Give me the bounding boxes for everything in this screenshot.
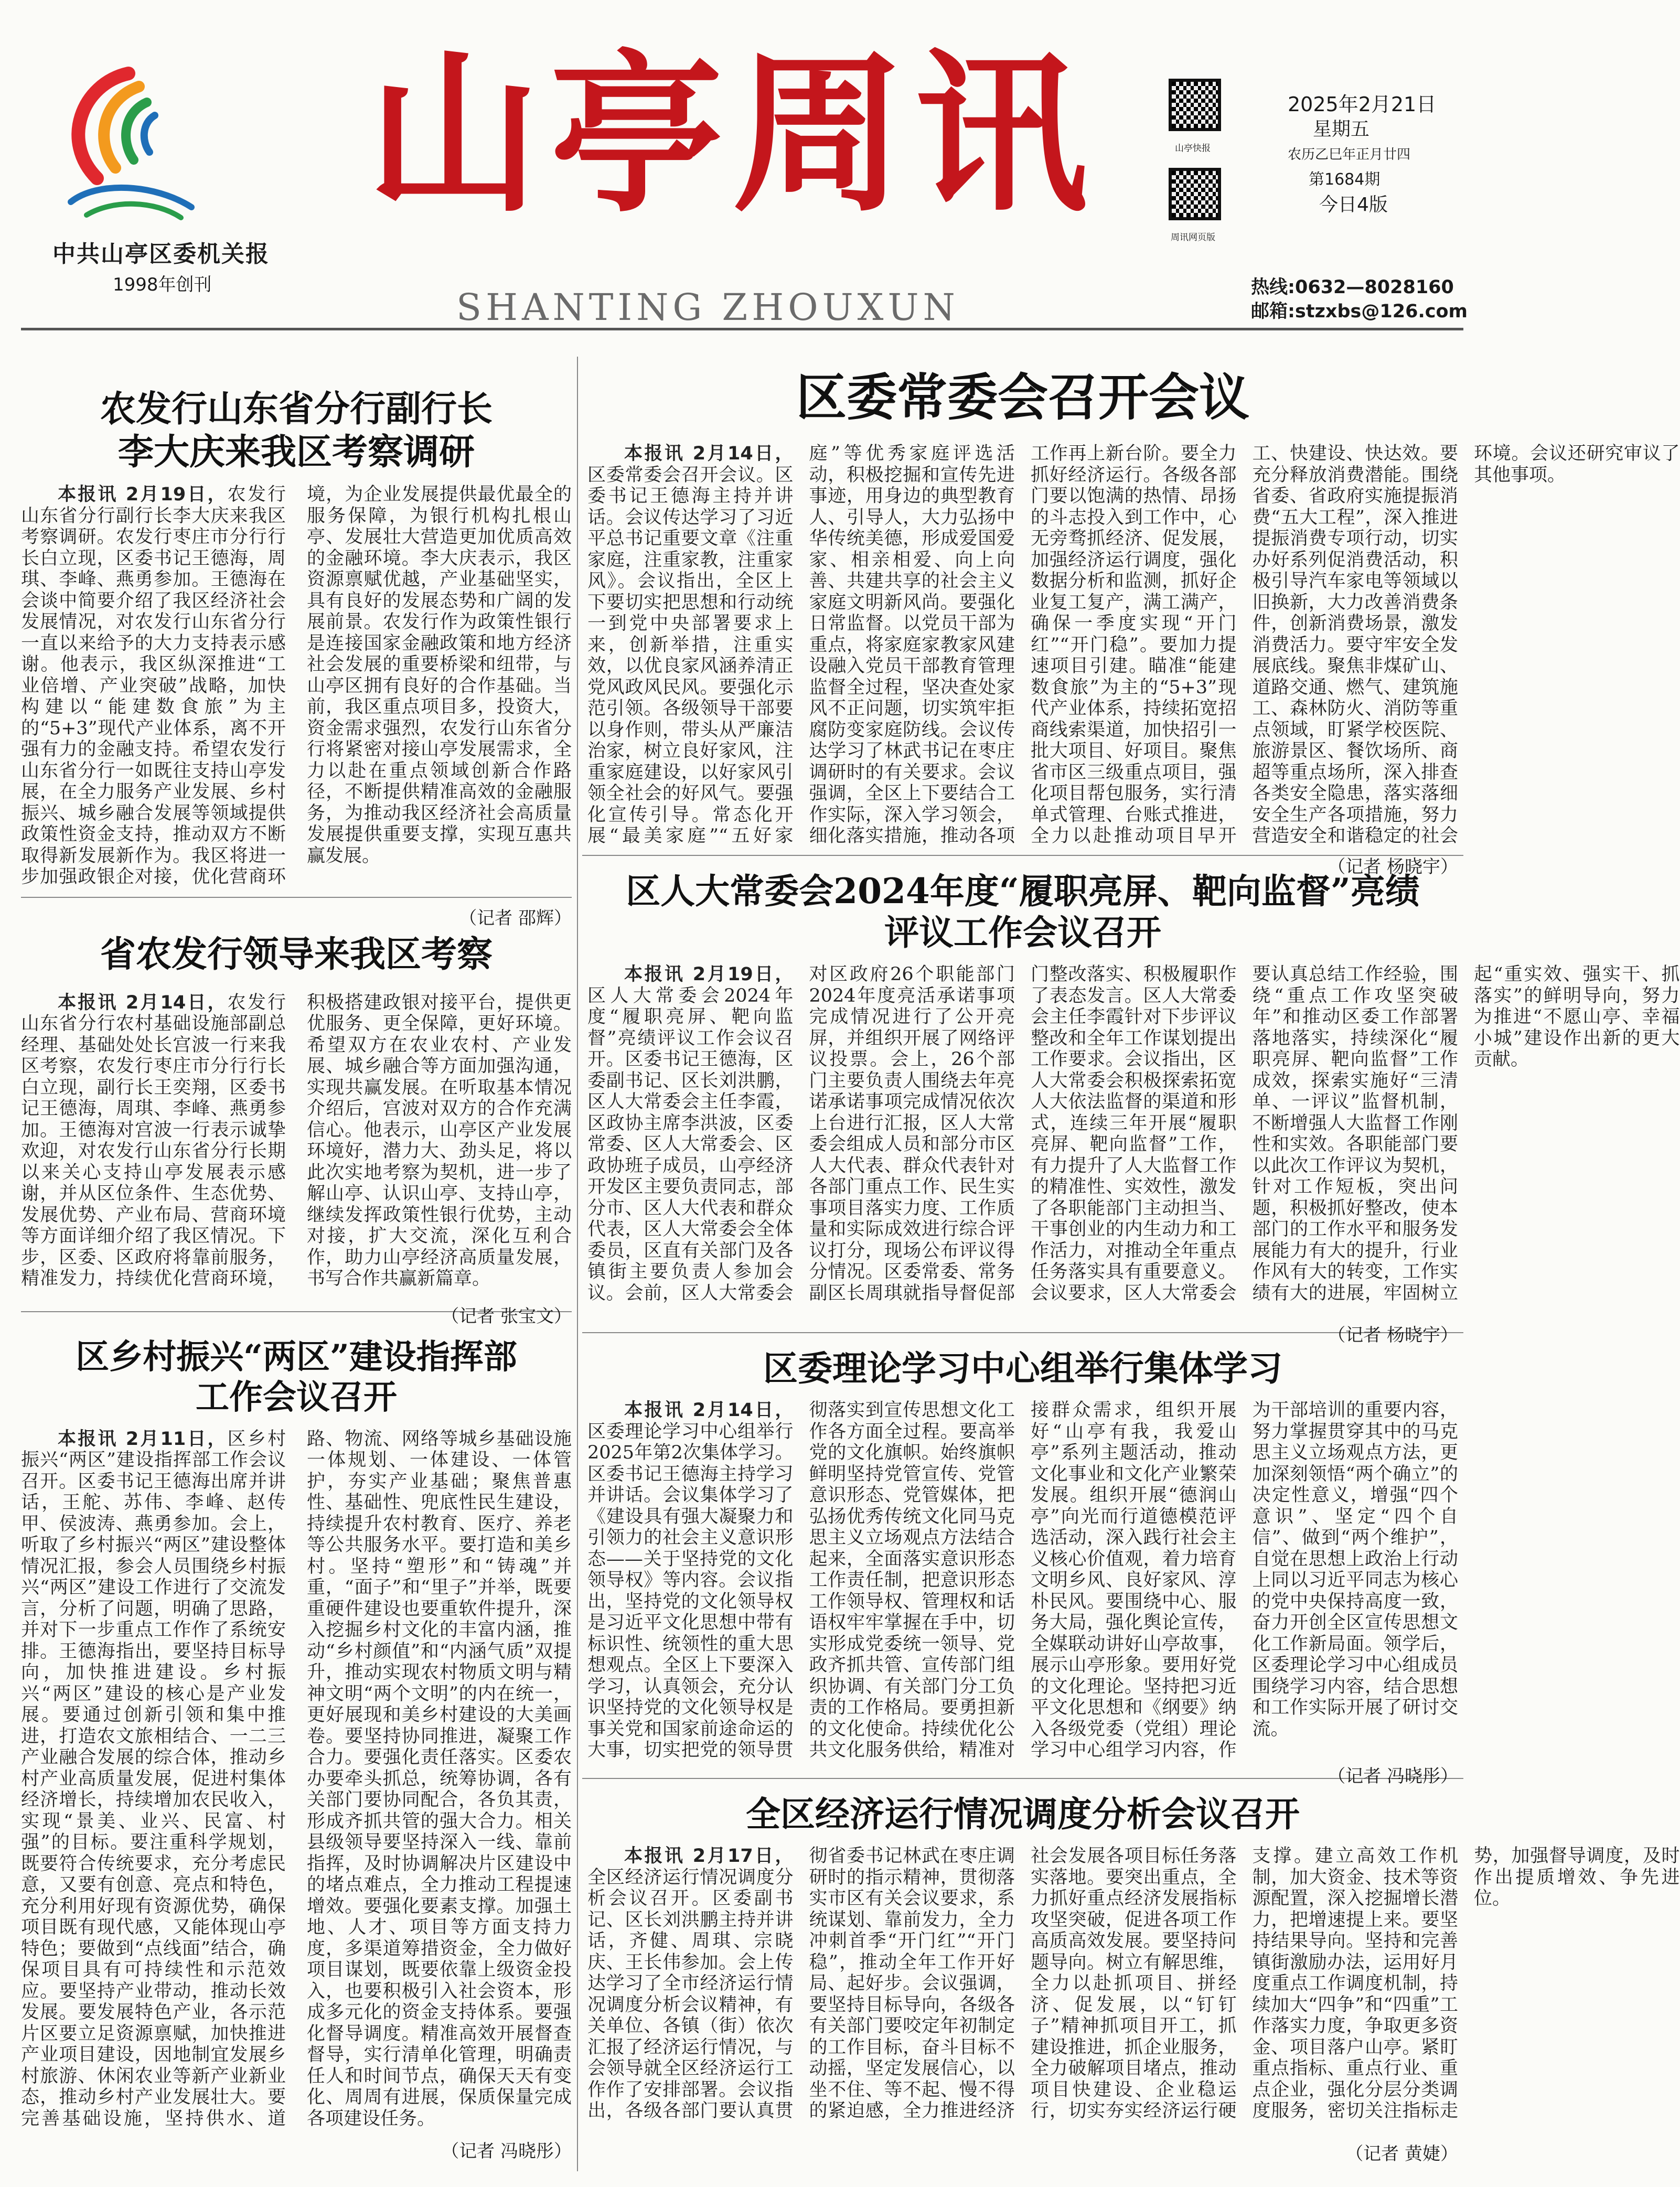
article-byline: （记者 张宝文） xyxy=(441,1305,572,1327)
article-economic-analysis xyxy=(587,1794,1680,2165)
newspaper-pinyin: SHANTING ZHOUXUN xyxy=(456,286,959,329)
newspaper-title: 山亭周讯 xyxy=(367,32,1097,235)
article-lead: 本报讯 2月14日， xyxy=(624,443,794,465)
article-body xyxy=(587,964,1680,1321)
article-text: 区人大常委会2024年度“履职亮屏、靶向监督”亮绩评议工作会议召开。区委书记王德海，区委副书记、区长刘洪鹏，区人大常委会主任李霞，区政协主席李洪波，区委常委、区人大常委会、区政协班子成员，山亭经济开发区主要负责同志，部分市、区人大代表和群众代表，区人大常委会全体委员，区直有关部门及各镇街主要负责人参加会议。会前，区人大常委会对区政府26个职能部门2024年度亮活承诺事项完成情况进行了公开亮屏，并组织开展了网络评议投票。会上，26个部门主要负责人围绕去年亮诺承诺事项完成情况依次上台进行汇报，区人大常委会组成人员和部分市区人大代表、群众代表针对各部门重点工作、民生实事项目落实力度、工作质量和实际成效进行综合评议打分，现场公布评议得分情况。区委常委、常务副区长周琪就指导督促部门整改落实、积极履职作了表态发言。区人大常委会主任李霞针对下步评议整改和全年工作谋划提出工作要求。会议指出，区人大常委会积极探索拓宽人大依法监督的渠道和形式，连续三年开展“履职亮屏、靶向监督”工作，有力提升了人大监督工作的精准性、实效性，激发了各职能部门主动担当、干事创业的内生动力和工作活力，对推动全年重点任务落实具有重要意义。会议要求，区人大常委会要认真总结工作经验，围绕“重点工作攻坚突破年”和推动区委工作部署落地落实，持续深化“履职亮屏、靶向监督”工作成效，探索实施好“三清单、一评议”监督机制，不断增强人大监督工作刚性和实效。各职能部门要以此次工作评议为契机，针对工作短板，突出问题，积极抓好整改，使本部门的工作水平和服务发展能力有大的提升，行业作风有大的转变，工作实绩有大的进展，牢固树立起“重实效、强实干、抓落实”的鲜明导向，努力为推进“不愿山亭、幸福小城”建设作出新的更大贡献。 xyxy=(587,964,1680,1304)
article-body xyxy=(587,1400,1458,1762)
issue-date: 2025年2月21日 xyxy=(1288,93,1437,116)
article-headline: 评议工作会议召开 xyxy=(884,912,1161,953)
article-lead: 本报讯 2月14日， xyxy=(624,1400,794,1421)
article-body xyxy=(21,992,572,1302)
article-text: 区委理论学习中心组举行2025年第2次集体学习。区委书记王德海主持学习并讲话。会议集体学习了《建设具有强大凝聚力和引领力的社会主义意识形态——关于坚持党的文化领导权》等内容。会议指出，坚持党的文化领导权是习近平文化思想中带有标识性、统领性的重大思想观点。全区上下要深入学习，认真领会，充分认识坚持党的文化领导权是事关党和国家前途命运的大事，切实把党的领导贯彻落实到宣传思想文化工作各方面全过程。要高举党的文化旗帜。始终旗帜鲜明坚持党管宣传、党管意识形态、党管媒体，把弘扬优秀传统文化同马克思主义立场观点方法结合起来，全面落实意识形态工作责任制，把意识形态工作领导权、管理权和话语权牢牢掌握在手中，切实形成党委统一领导、党政齐抓共管、宣传部门组织协调、有关部门分工负责的工作格局。要勇担新的文化使命。持续优化公共文化服务供给，精准对接群众需求，组织开展好“山亭有我，我爱山亭”系列主题活动，推动文化事业和文化产业繁荣发展。组织开展“德润山亭”向光而行道德模范评选活动，深入践行社会主义核心价值观，着力培育文明乡风、良好家风、淳朴民风。要围绕中心、服务大局，强化舆论宣传，全媒联动讲好山亭故事，展示山亭形象。要用好党的文化理论。坚持把习近平文化思想和《纲要》纳入各级党委（党组）理论学习中心组学习内容，作为干部培训的重要内容，努力掌握贯穿其中的马克思主义立场观点方法，更加深刻领悟“两个确立”的决定性意义，增强“四个意识”、坚定“四个自信”、做到“两个维护”，自觉在思想上政治上行动上同以习近平同志为核心的党中央保持高度一致，奋力开创全区宣传思想文化工作新局面。领学后，区委理论学习中心组成员围绕学习内容，结合思想和工作实际开展了研讨交流。 xyxy=(587,1400,1458,1761)
article-text: 区乡村振兴“两区”建设指挥部工作会议召开。区委书记王德海出席并讲话，王舵、苏伟、李峰、赵传甲、侯波涛、燕勇参加。会上，听取了乡村振兴“两区”建设整体情况汇报，参会人员围绕乡村振兴“两区”建设工作进行了交流发言，分析了问题，明确了思路，并对下一步重点工作作了系统安排。王德海指出，要坚持目标导向，加快推进建设。乡村振兴“两区”建设的核心是产业发展。要通过创新引领和集中推进，打造农文旅相结合、一二三产业融合发展的综合体，推动乡村产业高质量发展，促进村集体经济增长，持续增加农民收入，实现“景美、业兴、民富、村强”的目标。要注重科学规划，既要符合传统要求，充分考虑民意，又要有创意、亮点和特色，充分利用好现有资源优势，确保项目既有现代感，又能体现山亭特色；要做到“点线面”结合，确保项目具有可持续性和示范效应。要坚持产业带动，推动长效发展。要发展特色产业，各示范片区要立足资源禀赋，加快推进产业项目建设，因地制宜发展乡村旅游、休闲农业等新产业新业态，推动乡村产业发展壮大。要完善基础设施，坚持供水、道路、物流、网络等城乡基础设施一体规划、一体建设、一体管护，夯实产业基础；聚焦普惠性、基础性、兜底性民生建设，持续提升农村教育、医疗、养老等公共服务水平。要打造和美乡村。坚持“塑形”和“铸魂”并重，“面子”和“里子”并举，既要重硬件建设也要重软件提升，深入挖掘乡村文化的丰富内涵，推动“乡村颜值”和“内涵气质”双提升，推动实现农村物质文明与精神文明“两个文明”的内在统一，更好展现和美乡村建设的大美画卷。要坚持协同推进，凝聚工作合力。要强化责任落实。区委农办要牵头抓总，统筹协调，各有关部门要协同配合，各负其责，形成齐抓共管的强大合力。相关县级领导要坚持深入一线、靠前指挥，及时协调解决片区建设中的堵点难点，全力推动工程提速增效。要强化要素支撑。加强土地、人才、项目等方面支持力度，多渠道筹措资金，全力做好项目谋划，既要依靠上级资金投入，也要积极引入社会资本，形成多元化的资金支持体系。要强化督导调度。精准高效开展督查督导，实行清单化管理，明确责任人和时间节点，确保天天有变化、周周有进展，保质保量完成各项建设任务。 xyxy=(21,1428,572,2129)
article-text: 区委常委会召开会议。区委书记王德海主持并讲话。会议传达学习了习近平总书记重要文章《注重家庭，注重家教，注重家风》。会议指出，全区上下要切实把思想和行动统一到党中央部署要求上来，创新举措，注重实效，以优良家风涵养清正党风政风民风。要强化示范引领。各级领导干部要以身作则，带头从严廉洁治家，树立良好家风，注重家庭建设，以好家风引领全社会的好风气。要强化宣传引导。常态化开展“最美家庭”“五好家庭”等优秀家庭评选活动，积极挖掘和宣传先进事迹，用身边的典型教育人、引导人，大力弘扬中华传统美德，形成爱国爱家、相亲相爱、向上向善、共建共享的社会主义家庭文明新风尚。要强化日常监督。以党员干部为重点，将家庭家教家风建设融入党员干部教育管理监督全过程，坚决查处家风不正问题，切实筑牢拒腐防变家庭防线。会议传达学习了林武书记在枣庄调研时的有关要求。会议强调，全区上下要结合工作实际，深入学习领会，细化落实措施，推动各项工作再上新台阶。要全力抓好经济运行。各级各部门要以饱满的热情、昂扬的斗志投入到工作中，心无旁骛抓经济、促发展，加强经济运行调度，强化数据分析和监测，抓好企业复工复产，满工满产，确保一季度实现“开门红”“开门稳”。要加力提速项目引建。瞄准“能建数食旅”为主的“5+3”现代产业体系，持续拓宽招商线索渠道，加快招引一批大项目、好项目。聚焦省市区三级重点项目，强化项目帮包服务，实行清单式管理、台账式推进，全力以赴推动项目早开工、快建设、快达效。要充分释放消费潜能。围绕省委、省政府实施提振消费“五大工程”，深入推进提振消费专项行动，切实办好系列促消费活动，积极引导汽车家电等领域以旧换新，大力改善消费条件，创新消费场景，激发消费活力。要守牢安全发展底线。聚焦非煤矿山、道路交通、燃气、建筑施工、森林防火、消防等重点领域，盯紧学校医院、旅游景区、餐饮场所、商超等重点场所，深入排查各类安全隐患，落实落细安全生产各项措施，努力营造安全和谐稳定的社会环境。会议还研究审议了其他事项。 xyxy=(587,443,1680,847)
article-headline: 区乡村振兴“两区”建设指挥部 xyxy=(76,1337,517,1377)
article-lead: 本报讯 2月19日， xyxy=(58,484,228,506)
article-theory-study xyxy=(587,1348,1458,1787)
article-byline: （记者 冯晓彤） xyxy=(441,2140,572,2162)
qr-label-web: 周讯网页版 xyxy=(1171,232,1215,243)
paper-founded: 1998年创刊 xyxy=(113,274,212,295)
masthead-rule xyxy=(21,328,1463,330)
issue-number: 第1684期 xyxy=(1309,170,1381,189)
article-npc-evaluation xyxy=(587,871,1680,1346)
article-body xyxy=(587,1846,1680,2139)
article-headline: 农发行山东省分行副行长 xyxy=(100,388,493,430)
article-byline: （记者 杨晓宇） xyxy=(1328,1325,1458,1346)
article-nongfa-visit xyxy=(21,388,572,929)
article-standing-committee xyxy=(587,367,1680,878)
lunar-date: 农历乙巳年正月廿四 xyxy=(1288,147,1411,163)
article-byline: （记者 冯晓彤） xyxy=(1328,1766,1458,1787)
article-lead: 本报讯 2月14日， xyxy=(58,992,228,1013)
article-text: 全区经济运行情况调度分析会议召开。区委副书记、区长刘洪鹏主持并讲话，齐健、周琪、宗晓庆、王长伟参加。会上传达学习了全市经济运行情况调度分析会议精神，有关单位、各镇（街）依次汇报了经济运行情况，与会领导就全区经济运行工作作了安排部署。会议指出，各级各部门要认真贯彻省委书记林武在枣庄调研时的指示精神，贯彻落实市区有关会议要求，系统谋划、靠前发力，全力冲刺首季“开门红”“开门稳”，推动全年工作开好局、起好步。会议强调，要坚持目标导向，各级各有关部门要咬定年初制定的工作目标，奋斗目标不动摇，坚定发展信心，以坐不住、等不起、慢不得的紧迫感，全力推进经济社会发展各项目标任务落实落地。要突出重点，全力抓好重点经济发展指标攻坚突破，促进各项工作高质高效发展。要坚持问题导向。树立有解思维，全力以赴抓项目、拼经济、促发展，以“钉钉子”精神抓项目开工，抓建设推进，抓企业服务，全力破解项目堵点，推动项目快建设、企业稳运行，切实夯实经济运行硬支撑。建立高效工作机制，加大资金、技术等资源配置，深入挖掘增长潜力，把增速提上来。要坚持结果导向。坚持和完善镇街激励办法，运用好月度重点工作调度机制，持续加大“四争”和“四重”工作落实力度，争取更多资金、项目落户山亭。紧盯重点指标、重点行业、重点企业，强化分层分类调度服务，密切关注指标走势，加强督导调度，及时作出提质增效、争先进位。 xyxy=(587,1846,1680,2122)
article-headline: 省农发行领导来我区考察 xyxy=(100,934,493,975)
article-headline: 全区经济运行情况调度分析会议召开 xyxy=(746,1794,1300,1835)
article-rural-revitalization xyxy=(21,1337,572,2162)
qr-label-app: 山亭快报 xyxy=(1175,143,1211,154)
article-province-bank-visit xyxy=(21,934,572,1327)
article-headline: 李大庆来我区考察调研 xyxy=(117,431,475,473)
contact-block xyxy=(1251,275,1468,324)
qr-code-icon xyxy=(1169,79,1221,131)
article-lead: 本报讯 2月19日， xyxy=(624,964,794,985)
article-byline: （记者 黄婕） xyxy=(1345,2143,1458,2165)
date-block xyxy=(1288,92,1436,218)
article-headline: 工作会议召开 xyxy=(196,1377,397,1417)
article-body xyxy=(21,1429,572,2137)
article-byline: （记者 杨晓宇） xyxy=(1328,856,1458,878)
page-count: 今日4版 xyxy=(1319,194,1388,216)
article-headline: 区委常委会召开会议 xyxy=(796,368,1249,427)
hotline: 热线:0632—8028160 xyxy=(1251,277,1454,298)
article-text: 农发行山东省分行农村基础设施部副总经理、基础处处长宫波一行来我区考察，农发行枣庄市分行行长白立现，副行长王奕翔，区委书记王德海，周琪、李峰、燕勇参加。王德海对宫波一行表示诚挚欢迎，对农发行山东省分行长期以来关心支持山亭发展表示感谢，并从区位条件、生态优势、发展优势、产业布局、营商环境等方面详细介绍了我区情况。下步，区委、区政府将靠前服务，精准发力，持续优化营商环境，积极搭建政银对接平台，提供更优服务、更全保障，更好环境。希望双方在农业农村、产业发展、城乡融合等方面加强沟通，实现共赢发展。在听取基本情况介绍后，宫波对双方的合作充满信心。他表示，山亭区产业发展环境好，潜力大、劲头足，将以此次实地考察为契机，进一步了解山亭、认识山亭、支持山亭，继续发挥政策性银行优势，主动对接，扩大交流，深化互利合作，助力山亭经济高质量发展，书写合作共赢新篇章。 xyxy=(21,992,572,1290)
article-text: 农发行山东省分行副行长李大庆来我区考察调研。农发行枣庄市分行行长白立现，区委书记王德海，周琪、李峰、燕勇参加。王德海在会谈中简要介绍了我区经济社会发展情况，对农发行山东省分行一直以来给予的大力支持表示感谢。他表示，我区纵深推进“工业倍增、产业突破”战略，加快构建以“能建数食旅”为主的“5+3”现代产业体系，离不开强有力的金融支持。希望农发行山东省分行一如既往支持山亭发展，在全力服务产业发展、乡村振兴、城乡融合发展等领域提供政策性资金支持，推动双方不断取得新发展新作为。我区将进一步加强政银企对接，优化营商环境，为企业发展提供最优最全的服务保障，为银行机构扎根山亭、发展壮大营造更加优质高效的金融环境。李大庆表示，我区资源禀赋优越，产业基础坚实，具有良好的发展态势和广阔的发展前景。农发行作为政策性银行是连接国家金融政策和地方经济社会发展的重要桥梁和纽带，与山亭区拥有良好的合作基础。当前，我区重点项目多，投资大，资金需求强烈，农发行山东省分行将紧密对接山亭发展需求，全力以赴在重点领域创新合作路径，不断提供精准高效的金融服务，为推动我区经济社会高质量发展提供重要支撑，实现互惠共赢发展。 xyxy=(21,484,572,888)
article-headline: 区人大常委会2024年度“履职亮屏、靶向监督”亮绩 xyxy=(626,871,1420,912)
masthead-logo xyxy=(50,63,207,231)
article-lead: 本报讯 2月17日， xyxy=(624,1846,794,1867)
email: 邮箱:stzxbs@126.com xyxy=(1251,301,1468,322)
article-body xyxy=(21,484,572,904)
article-headline: 区委理论学习中心组举行集体学习 xyxy=(763,1348,1282,1389)
article-body xyxy=(587,443,1680,852)
weekday: 星期五 xyxy=(1313,119,1370,140)
paper-org: 中共山亭区委机关报 xyxy=(52,241,270,267)
article-lead: 本报讯 2月11日， xyxy=(58,1428,228,1450)
article-byline: （记者 邵辉） xyxy=(459,908,572,929)
qr-code-icon xyxy=(1169,168,1221,220)
column-divider xyxy=(577,357,578,2171)
